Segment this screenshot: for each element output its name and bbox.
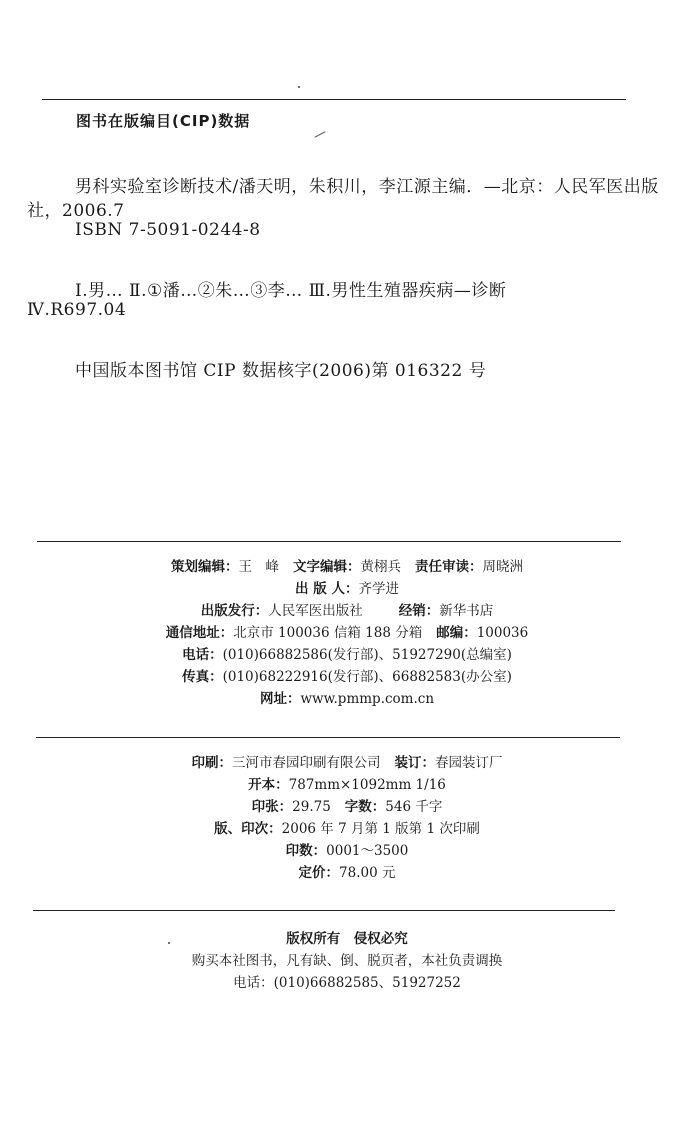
printer-label: 印刷：	[191, 755, 232, 771]
top-rule	[42, 99, 626, 100]
printing-block	[0, 752, 694, 884]
publisher-person: 齐学进	[358, 581, 399, 597]
rights-top-rule	[33, 910, 615, 911]
address: 北京市 100036 信箱 188 分箱	[233, 625, 423, 641]
sheets-words-line	[0, 796, 694, 818]
website-line	[0, 688, 694, 710]
edition: 2006 年 7 月第 1 版第 1 次印刷	[281, 821, 480, 837]
text-editor: 黄栩兵	[360, 559, 401, 575]
dealer: 新华书店	[439, 603, 494, 619]
sheets: 29.75	[292, 799, 331, 815]
rights-block	[0, 928, 694, 994]
format-label: 开本：	[248, 777, 289, 793]
cip-record-line-1: 男科实验室诊断技术/潘天明，朱积川，李江源主编．—北京：人民军医出版	[75, 177, 659, 197]
subjects-line-1: Ⅰ.男… Ⅱ.①潘…②朱…③李… Ⅲ.男性生殖器疾病—诊断	[75, 281, 507, 301]
binding-label: 装订：	[394, 755, 435, 771]
cip-number: 中国版本图书馆 CIP 数据核字(2006)第 016322 号	[75, 361, 487, 381]
rights-notice: 购买本社图书，凡有缺、倒、脱页者，本社负责调换	[191, 953, 503, 969]
subjects-line-2: Ⅳ.R697.04	[27, 300, 127, 320]
words-label: 字数：	[344, 799, 386, 815]
publisher-person-line	[0, 578, 694, 600]
cip-heading: 图书在版编目(CIP)数据	[76, 112, 251, 130]
rights-phone: 电话：(010)66882585、51927252	[233, 975, 461, 991]
fax: (010)68222916(发行部)、66882583(办公室)	[222, 669, 512, 685]
scan-speck	[168, 942, 170, 944]
sheets-label: 印张：	[251, 799, 293, 815]
address-label: 通信地址：	[165, 625, 234, 641]
print-run: 0001～3500	[326, 843, 409, 859]
price-label: 定价：	[298, 865, 340, 881]
scan-speck	[298, 86, 300, 88]
website[interactable]: www.pmmp.com.cn	[300, 691, 435, 707]
website-label: 网址：	[259, 691, 301, 707]
planning-editor-label: 策划编辑：	[171, 559, 239, 575]
binding: 春园装订厂	[435, 755, 503, 771]
words: 546 千字	[385, 799, 443, 815]
printer-line	[0, 752, 694, 774]
scan-mark	[314, 131, 325, 138]
isbn: ISBN 7-5091-0244-8	[75, 220, 261, 240]
format-line	[0, 774, 694, 796]
text-editor-label: 文字编辑：	[293, 559, 361, 575]
staff-top-rule	[37, 541, 621, 542]
print-run-label: 印数：	[285, 843, 327, 859]
dealer-label: 经销：	[398, 603, 440, 619]
printing-top-rule	[36, 737, 620, 738]
postcode: 100036	[476, 625, 529, 641]
fax-line	[0, 666, 694, 688]
price-line	[0, 862, 694, 884]
cip-record-line-2: 社，2006.7	[27, 201, 125, 221]
edition-label: 版、印次：	[214, 821, 282, 837]
reviewer-label: 责任审读：	[415, 559, 483, 575]
phone-label: 电话：	[182, 647, 223, 663]
phone-line	[0, 644, 694, 666]
editors-line	[0, 556, 694, 578]
distribution-line	[0, 600, 694, 622]
reviewer: 周晓洲	[482, 559, 523, 575]
postcode-label: 邮编：	[436, 625, 477, 641]
address-line	[0, 622, 694, 644]
edition-line	[0, 818, 694, 840]
distribution: 人民军医出版社	[268, 603, 363, 619]
staff-block	[0, 556, 694, 710]
publisher-person-label: 出 版 人：	[295, 581, 359, 597]
fax-label: 传真：	[182, 669, 223, 685]
distribution-label: 出版发行：	[200, 603, 269, 619]
printer: 三河市春园印刷有限公司	[232, 755, 381, 771]
price: 78.00 元	[339, 865, 396, 881]
format: 787mm×1092mm 1/16	[288, 777, 446, 793]
rights-title: 版权所有 侵权必究	[286, 931, 408, 947]
planning-editor: 王 峰	[238, 559, 279, 575]
print-run-line	[0, 840, 694, 862]
phone: (010)66882586(发行部)、51927290(总编室)	[222, 647, 512, 663]
